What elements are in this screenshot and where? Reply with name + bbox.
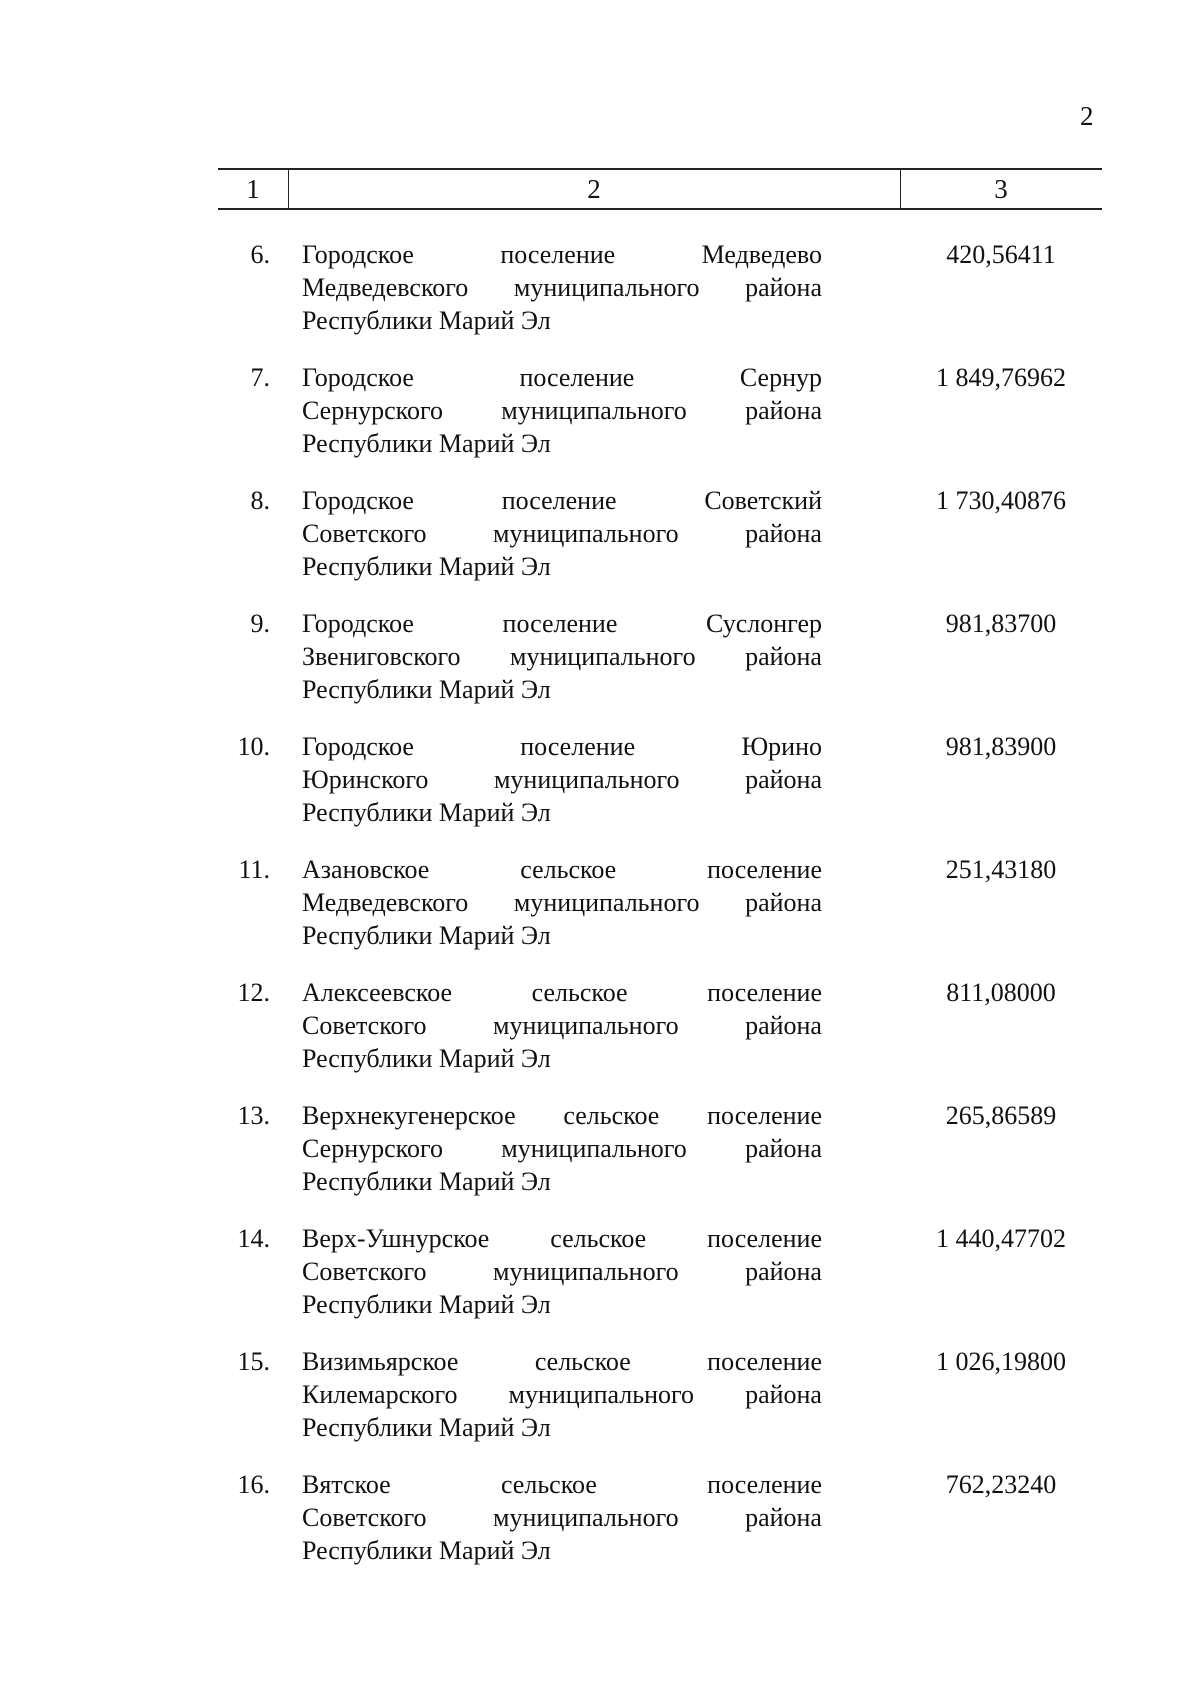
word: Звениговского [302, 642, 461, 671]
word: района [745, 396, 822, 425]
name-line-3: Республики Марий Эл [302, 1167, 551, 1196]
word: Городское [302, 609, 414, 638]
row-number: 15. [237, 1347, 270, 1376]
word: Сернур [739, 363, 822, 392]
settlement-name [302, 1222, 822, 1321]
word: Городское [302, 486, 414, 515]
word: Сернурского [302, 1134, 443, 1163]
word: муниципального [493, 765, 680, 794]
word: поселение [519, 363, 635, 392]
row-value: 265,86589 [945, 1101, 1057, 1130]
table-row [218, 976, 1102, 1099]
word: Городское [302, 240, 414, 269]
word: Медведево [701, 240, 822, 269]
word: Суслонгер [706, 609, 822, 638]
word: сельское [550, 1224, 647, 1253]
word: сельское [520, 855, 617, 884]
name-line-3: Республики Марий Эл [302, 429, 551, 458]
word: Верх-Ушнурское [302, 1224, 490, 1253]
row-value: 981,83700 [945, 609, 1057, 638]
row-number: 7. [250, 363, 270, 392]
word: района [745, 519, 822, 548]
word: Советского [302, 519, 427, 548]
word: Сернурского [302, 396, 443, 425]
row-number: 8. [250, 486, 270, 515]
word: сельское [500, 1470, 597, 1499]
name-line-3: Республики Марий Эл [302, 306, 551, 335]
name-line-3: Республики Марий Эл [302, 1536, 551, 1565]
word: поселение [707, 1347, 822, 1376]
settlement-name [302, 238, 822, 337]
word: района [745, 273, 822, 302]
table-row [218, 1099, 1102, 1222]
word: поселение [707, 855, 822, 884]
table-row [218, 361, 1102, 484]
row-value: 762,23240 [945, 1470, 1057, 1499]
word: Советского [302, 1011, 427, 1040]
word: муниципального [493, 1257, 679, 1286]
word: Визимьярское [302, 1347, 459, 1376]
settlement-name [302, 976, 822, 1075]
settlement-name [302, 1468, 822, 1567]
settlement-name [302, 730, 822, 829]
word: района [745, 1503, 822, 1532]
header-col-2: 2 [288, 170, 901, 208]
word: муниципального [513, 273, 700, 302]
table-row [218, 1345, 1102, 1468]
word: поселение [520, 732, 636, 761]
name-line-3: Республики Марий Эл [302, 921, 551, 950]
table-row [218, 853, 1102, 976]
settlement-name [302, 484, 822, 583]
row-value: 420,56411 [946, 240, 1056, 269]
settlement-name [302, 853, 822, 952]
word: района [745, 765, 822, 794]
row-value: 1 440,47702 [936, 1224, 1066, 1253]
word: поселение [501, 486, 617, 515]
table-row [218, 238, 1102, 361]
row-number: 14. [237, 1224, 270, 1253]
name-line-3: Республики Марий Эл [302, 1290, 551, 1319]
word: Городское [302, 732, 414, 761]
word: муниципального [501, 1134, 687, 1163]
name-line-3: Республики Марий Эл [302, 675, 551, 704]
word: района [745, 1134, 822, 1163]
settlement-name [302, 1345, 822, 1444]
name-line-3: Республики Марий Эл [302, 552, 551, 581]
word: района [745, 642, 822, 671]
word: Советского [302, 1503, 427, 1532]
name-line-3: Республики Марий Эл [302, 798, 551, 827]
table-row [218, 607, 1102, 730]
word: Медведевского [302, 273, 469, 302]
word: поселение [502, 609, 618, 638]
word: Советского [302, 1257, 427, 1286]
row-number: 9. [250, 609, 270, 638]
row-value: 1 849,76962 [936, 363, 1066, 392]
settlement-name [302, 607, 822, 706]
word: района [745, 888, 822, 917]
word: муниципального [493, 1011, 679, 1040]
word: Верхнекугенерское [302, 1101, 516, 1130]
word: Советский [704, 486, 822, 515]
name-line-3: Республики Марий Эл [302, 1413, 551, 1442]
word: муниципального [513, 888, 700, 917]
word: Килемарского [302, 1380, 458, 1409]
word: поселение [707, 1224, 822, 1253]
word: Азановское [302, 855, 430, 884]
word: муниципального [501, 396, 687, 425]
word: Юрино [741, 732, 822, 761]
word: Городское [302, 363, 414, 392]
row-number: 16. [237, 1470, 270, 1499]
header-col-1: 1 [218, 170, 289, 208]
word: поселение [707, 978, 822, 1007]
table-header [218, 168, 1102, 210]
row-value: 1 730,40876 [936, 486, 1066, 515]
word: поселение [707, 1101, 822, 1130]
settlement-name [302, 1099, 822, 1198]
row-value: 981,83900 [945, 732, 1057, 761]
table-row [218, 1222, 1102, 1345]
word: поселение [500, 240, 616, 269]
row-number: 12. [237, 978, 270, 1007]
word: района [745, 1257, 822, 1286]
row-number: 11. [238, 855, 270, 884]
row-value: 811,08000 [946, 978, 1056, 1007]
word: сельское [531, 978, 628, 1007]
word: муниципального [493, 1503, 679, 1532]
word: Алексеевское [302, 978, 453, 1007]
word: Юринского [302, 765, 429, 794]
table-row [218, 730, 1102, 853]
name-line-3: Республики Марий Эл [302, 1044, 551, 1073]
word: Медведевского [302, 888, 469, 917]
word: муниципального [493, 519, 679, 548]
word: муниципального [508, 1380, 695, 1409]
word: района [745, 1011, 822, 1040]
word: района [745, 1380, 822, 1409]
word: поселение [707, 1470, 822, 1499]
word: муниципального [510, 642, 696, 671]
row-value: 251,43180 [945, 855, 1057, 884]
word: Вятское [302, 1470, 391, 1499]
header-col-3: 3 [994, 174, 1008, 204]
row-number: 10. [237, 732, 270, 761]
table-row [218, 484, 1102, 607]
table-row [218, 1468, 1102, 1591]
table-body [218, 238, 1102, 1591]
word: сельское [563, 1101, 660, 1130]
word: сельское [534, 1347, 631, 1376]
row-number: 6. [250, 240, 270, 269]
page-number: 2 [1080, 101, 1094, 131]
row-value: 1 026,19800 [936, 1347, 1066, 1376]
row-number: 13. [237, 1101, 270, 1130]
settlement-name [302, 361, 822, 460]
